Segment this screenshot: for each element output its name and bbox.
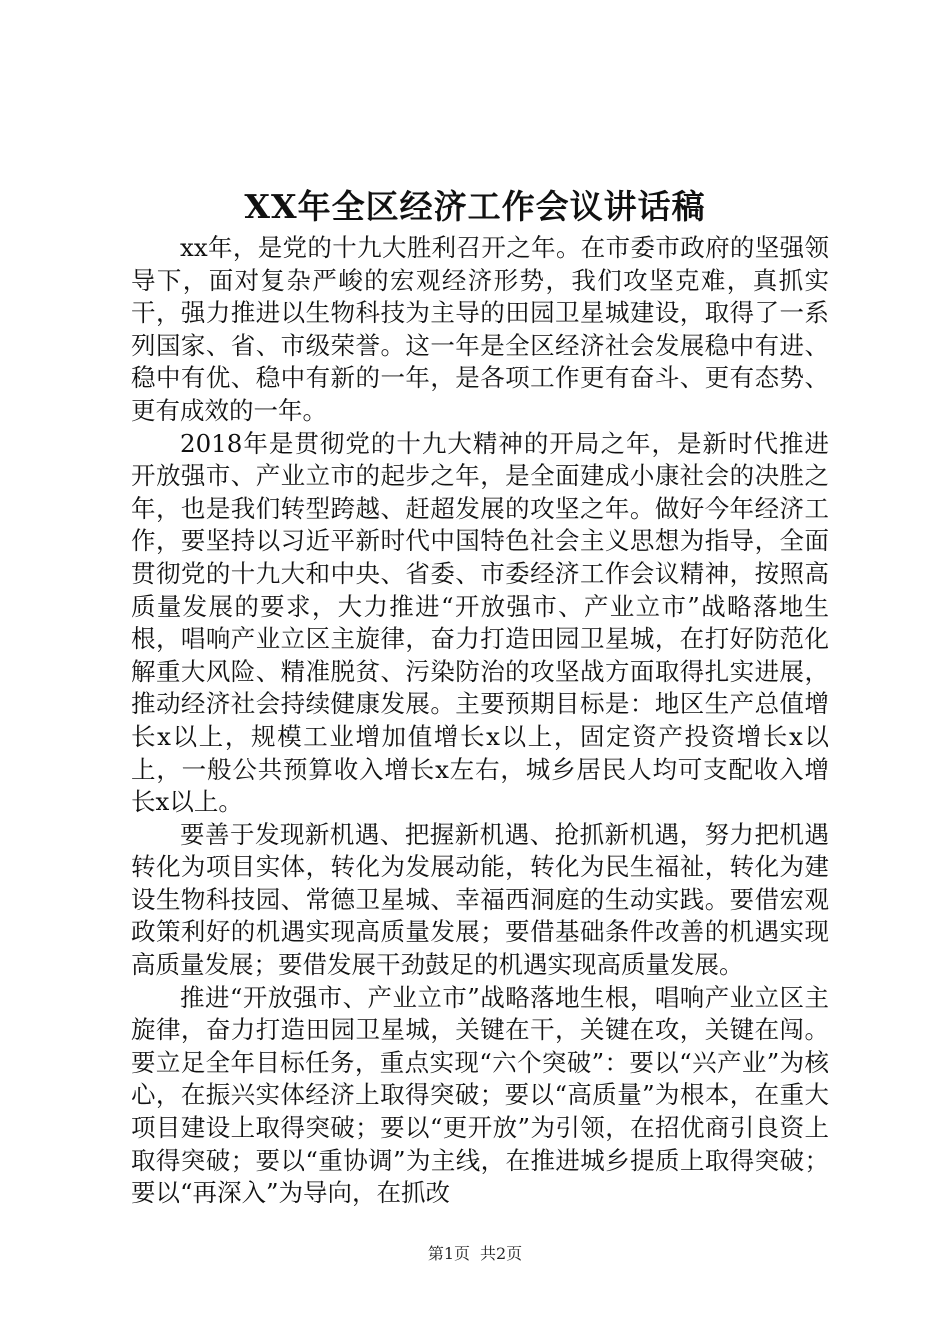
page-footer — [0, 1244, 950, 1264]
document-body — [131, 232, 829, 1210]
paragraph-4: 推进“开放强市、产业立市”战略落地生根，唱响产业立区主旋律，奋力打造田园卫星城，关键在干，关键在攻，关键在闯。要立足全年目标任务，重点实现“六个突破”：要以“兴产业”为核心，在振兴实体经济上取得突破；要以“高质量”为根本，在重大项目建设上取得突破；要以“更开放”为引领，在招优商引良资上取得突破；要以“重协调”为主线，在推进城乡提质上取得突破；要以“再深入”为导向，在抓改 — [131, 982, 829, 1208]
paragraph-2: 2018年是贯彻党的十九大精神的开局之年，是新时代推进开放强市、产业立市的起步之年，是全面建成小康社会的决胜之年，也是我们转型跨越、赶超发展的攻坚之年。做好今年经济工作，要坚持以习近平新时代中国特色社会主义思想为指导，全面贯彻党的十九大和中央、省委、市委经济工作会议精神，按照高质量发展的要求，大力推进“开放强市、产业立市”战略落地生根，唱响产业立区主旋律，奋力打造田园卫星城，在打好防范化解重大风险、精准脱贫、污染防治的攻坚战方面取得扎实进展，推动经济社会持续健康发展。主要预期目标是：地区生产总值增长x以上，规模工业增加值增长x以上，固定资产投资增长x以上，一般公共预算收入增长x左右，城乡居民人均可支配收入增长x以上。 — [131, 428, 829, 817]
paragraph-1: xx年，是党的十九大胜利召开之年。在市委市政府的坚强领导下，面对复杂严峻的宏观经济形势，我们攻坚克难，真抓实干，强力推进以生物科技为主导的田园卫星城建设，取得了一系列国家、省、市级荣誉。这一年是全区经济社会发展稳中有进、稳中有优、稳中有新的一年，是各项工作更有奋斗、更有态势、更有成效的一年。 — [131, 233, 829, 425]
page-number: 第1页 — [427, 1244, 470, 1263]
page-total: 共2页 — [480, 1244, 523, 1263]
document-title: XX年全区经济工作会议讲话稿 — [244, 187, 706, 226]
paragraph-3: 要善于发现新机遇、把握新机遇、抢抓新机遇，努力把机遇转化为项目实体，转化为发展动能，转化为民生福祉，转化为建设生物科技园、常德卫星城、幸福西洞庭的生动实践。要借宏观政策利好的机遇实现高质量发展；要借基础条件改善的机遇实现高质量发展；要借发展干劲鼓足的机遇实现高质量发展。 — [131, 819, 829, 980]
